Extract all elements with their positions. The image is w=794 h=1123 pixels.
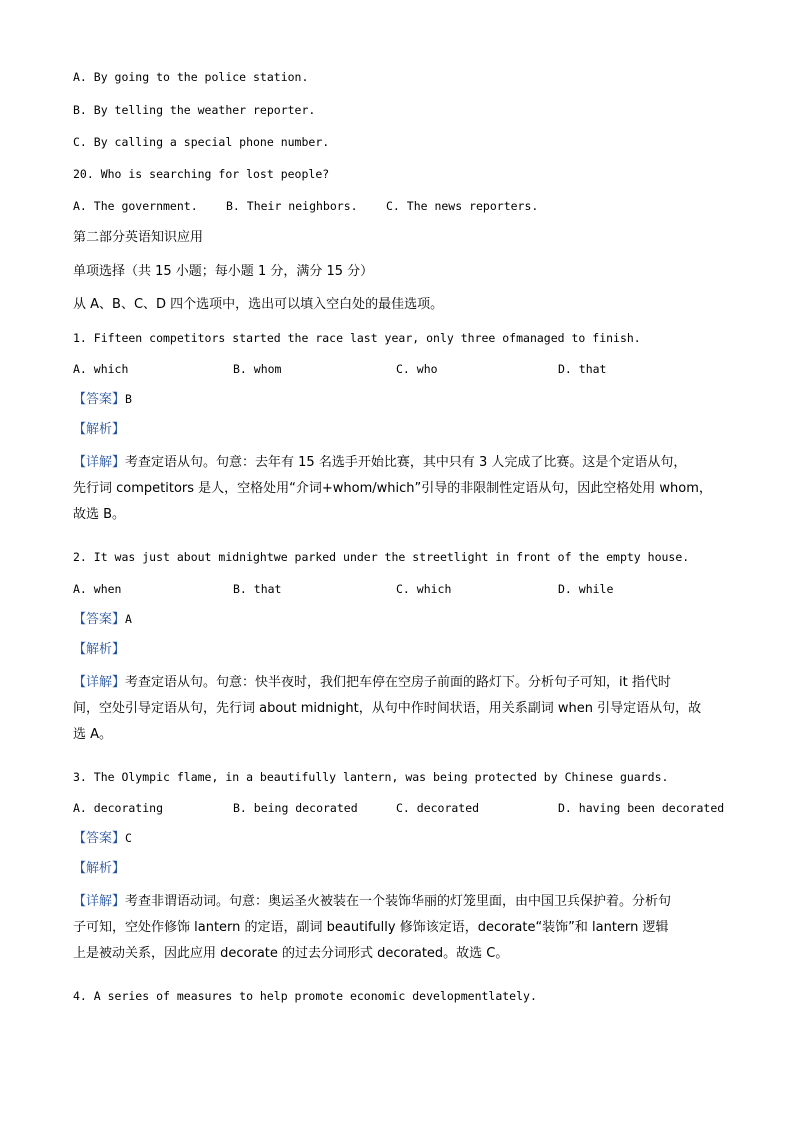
question-3-option-c: C. decorated	[396, 801, 480, 815]
question-2-answer	[73, 610, 132, 629]
analysis-label: 【解析】	[73, 642, 126, 657]
question-2-option-b: B. that	[233, 582, 282, 596]
question-1-option-a: A. which	[73, 362, 129, 376]
question-1-analysis	[73, 421, 125, 439]
detail-line: 选 A。	[73, 727, 113, 742]
detail-line: 间，空处引导定语从句，先行词 about midnight，从句中作时间状语，用关系副词 when 引导定语从句，故	[73, 701, 702, 716]
question-2-option-d: D. while	[558, 582, 614, 596]
answer-value: B	[125, 392, 132, 406]
answer-value: A	[125, 612, 132, 626]
question-1-option-d: D. that	[558, 362, 607, 376]
option-a: A. By going to the police station.	[73, 70, 309, 84]
question-3-detail	[73, 889, 723, 967]
detail-line	[73, 670, 723, 696]
answer-label: 【答案】	[73, 392, 126, 407]
detail-line	[73, 889, 723, 915]
question-20-option-c: C. The news reporters.	[386, 199, 539, 213]
question-2-detail	[73, 670, 723, 748]
question-3-analysis	[73, 860, 125, 878]
question-2-analysis	[73, 641, 125, 659]
question-2-stem: 2. It was just about midnightwe parked under the streetlight in front of the empty house.	[73, 550, 690, 564]
question-20-option-a: A. The government.	[73, 199, 198, 213]
instruction: 从 A、B、C、D 四个选项中，选出可以填入空白处的最佳选项。	[73, 297, 444, 312]
analysis-label: 【解析】	[73, 422, 126, 437]
detail-line: 子可知，空处作修饰 lantern 的定语，副词 beautifully 修饰该定语，decorate“装饰”和 lantern 逻辑	[73, 920, 669, 935]
detail-text: 考查定语从句。句意：去年有 15 名选手开始比赛，其中只有 3 人完成了比赛。这是个定语从句，	[125, 455, 687, 470]
answer-label: 【答案】	[73, 831, 126, 846]
question-1-option-c: C. who	[396, 362, 438, 376]
question-3-answer	[73, 829, 132, 848]
option-c: C. By calling a special phone number.	[73, 135, 330, 149]
question-3-stem: 3. The Olympic flame, in a beautifully lantern, was being protected by Chinese guards.	[73, 770, 669, 784]
detail-line: 上是被动关系，因此应用 decorate 的过去分词形式 decorated。故选 C。	[73, 946, 509, 961]
question-1-option-b: B. whom	[233, 362, 282, 376]
detail-label: 【详解】	[73, 894, 126, 909]
detail-text: 考查定语从句。句意：快半夜时，我们把车停在空房子前面的路灯下。分析句子可知，it 指代时	[125, 675, 671, 690]
detail-line	[73, 450, 723, 476]
question-1-answer	[73, 390, 132, 409]
question-20-option-b: B. Their neighbors.	[226, 199, 358, 213]
detail-text: 考查非谓语动词。句意：奥运圣火被装在一个装饰华丽的灯笼里面，由中国卫兵保护着。分析句	[125, 894, 672, 909]
analysis-label: 【解析】	[73, 861, 126, 876]
question-1-detail	[73, 450, 723, 528]
question-3-option-a: A. decorating	[73, 801, 164, 815]
question-3-option-b: B. being decorated	[233, 801, 358, 815]
detail-line: 先行词 competitors 是人，空格处用“介词+whom/which”引导的非限制性定语从句，因此空格处用 whom，	[73, 481, 712, 496]
answer-label: 【答案】	[73, 612, 126, 627]
option-b: B. By telling the weather reporter.	[73, 103, 316, 117]
part-title: 第二部分英语知识应用	[73, 230, 204, 245]
question-20-stem: 20. Who is searching for lost people?	[73, 167, 330, 181]
answer-value: C	[125, 831, 132, 845]
question-4-stem: 4. A series of measures to help promote economic developmentlately.	[73, 989, 537, 1003]
question-2-option-a: A. when	[73, 582, 122, 596]
section-title: 单项选择（共 15 小题；每小题 1 分，满分 15 分）	[73, 264, 374, 279]
detail-line: 故选 B。	[73, 507, 126, 522]
detail-label: 【详解】	[73, 675, 126, 690]
question-3-option-d: D. having been decorated	[558, 801, 725, 815]
detail-label: 【详解】	[73, 455, 126, 470]
question-2-option-c: C. which	[396, 582, 452, 596]
question-1-stem: 1. Fifteen competitors started the race last year, only three ofmanaged to finish.	[73, 331, 641, 345]
